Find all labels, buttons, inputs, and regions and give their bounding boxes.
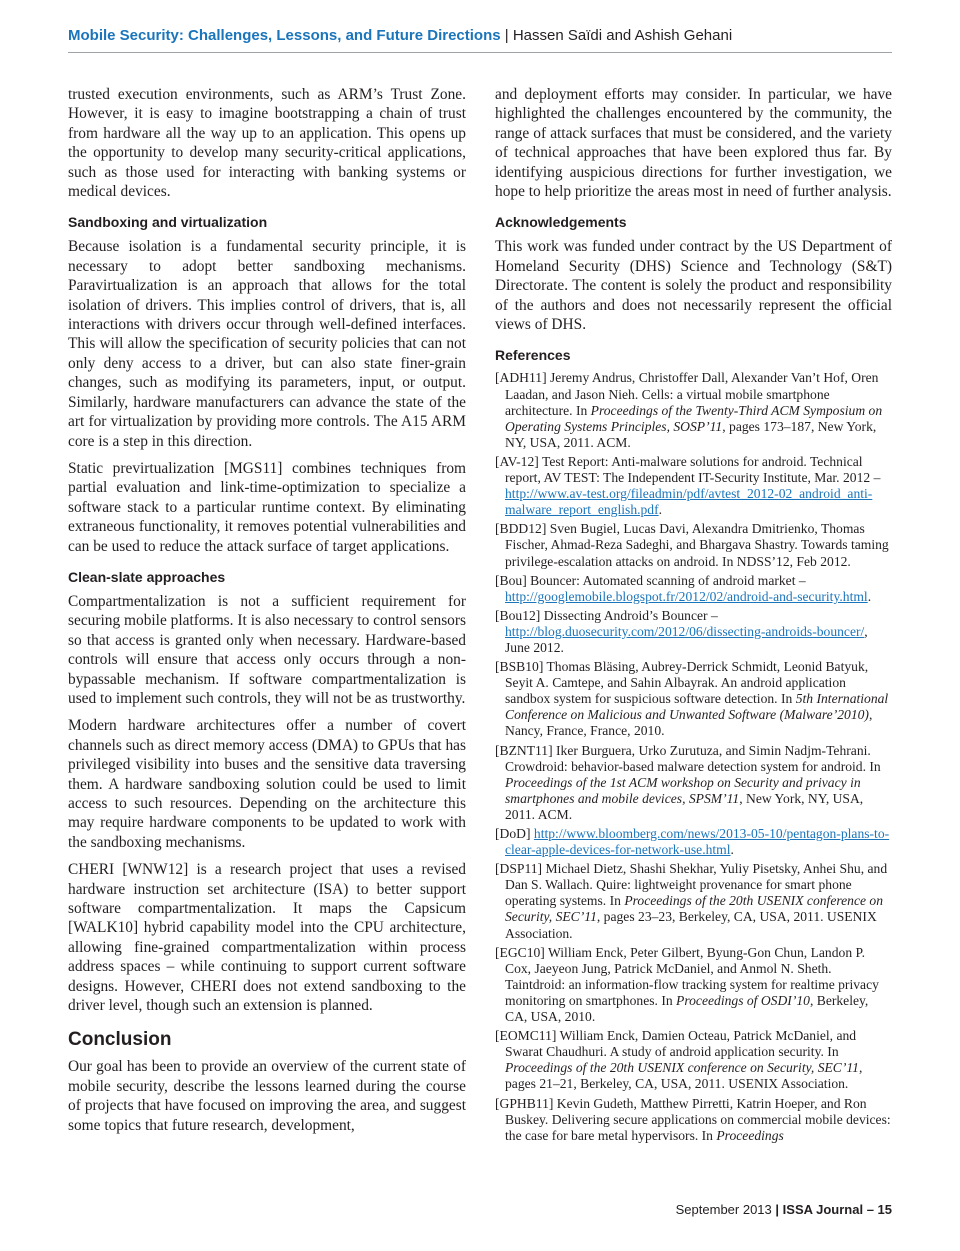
paragraph-conclusion: Our goal has been to provide an overview of the current state of mobile security, describe the lessons learned during the course of projects that have focused on improving the area, and suggest some topics that future research, development, <box>68 1058 466 1134</box>
reference-av12: [AV-12] Test Report: Anti-malware solutions for android. Technical report, AV TEST: The Independent IT-Security Institute, Mar. 2012 – http://www.av-test.org/fileadmin/pdf/avtest_2012-02_android_anti-malware_report_english.pdf. <box>495 453 881 518</box>
reference-link[interactable]: http://googlemobile.blogspot.fr/2012/02/android-and-security.html <box>505 588 868 604</box>
reference-eomc11: [EOMC11] William Enck, Damien Octeau, Patrick McDaniel, and Swarat Chaudhuri. A study of android application security. In Proceedings of the 20th USENIX conference on Security, SEC’11, pages 21–21, Berkeley, CA, USA, 2011. USENIX Association. <box>495 1028 863 1092</box>
reference-bou12: [Bou12] Dissecting Android’s Bouncer – http://blog.duosecurity.com/2012/06/dissecting-androids-bouncer/, June 2012. <box>495 607 868 655</box>
reference-dsp11: [DSP11] Michael Dietz, Shashi Shekhar, Yuliy Pisetsky, Anhei Shu, and Dan S. Wallach. Quire: lightweight provenance for smart phone operating systems. In Proceedings of the 20th USENIX conference on Security, SEC’11, pages 23–23, Berkeley, CA, USA, 2011. USENIX Association. <box>495 861 888 941</box>
paragraph-previrtualization: Static previrtualization [MGS11] combines techniques from partial evaluation and link-time-optimization to specialize a software stack to a particular runtime context. By eliminating extraneous functionality, it removes potential vulnerabilities and can be used to reduce the attack surface of target applications. <box>68 459 466 555</box>
footer-date: September 2013 <box>675 1202 772 1217</box>
reference-gphb11: [GPHB11] Kevin Gudeth, Matthew Pirretti, Katrin Hoeper, and Ron Buskey. Delivering secure applications on commercial mobile devices: the case for bare metal hypervisors. In Proceedings <box>495 1095 891 1143</box>
page-footer <box>676 1202 892 1217</box>
reference-link[interactable]: http://www.av-test.org/fileadmin/pdf/avtest_2012-02_android_anti-malware_report_english.pdf <box>505 486 873 518</box>
paragraph-acknowledgements: This work was funded under contract by the US Department of Homeland Security (DHS) Science and Technology (S&T) Directorate. The content is solely the product and responsibility of the authors and does not necessarily represent the official views of DHS. <box>495 238 892 334</box>
running-header <box>68 27 892 53</box>
heading-acknowledgements: Acknowledgements <box>495 214 627 231</box>
reference-adh11: [ADH11] Jeremy Andrus, Christoffer Dall, Alexander Van’t Hof, Oren Laadan, and Jason Nieh. Cells: a virtual mobile smartphone architecture. In Proceedings of the Twenty-Third ACM Symposium on Operating Systems Principles, SOSP’11, pages 173–187, New York, NY, USA, 2011. ACM. <box>495 370 883 450</box>
heading-conclusion: Conclusion <box>68 1029 172 1051</box>
reference-link[interactable]: http://blog.duosecurity.com/2012/06/dissecting-androids-bouncer/ <box>505 623 865 639</box>
paragraph-trusted-execution: trusted execution environments, such as ARM’s Trust Zone. However, it is easy to imagine bootstrapping a chain of trust from hardware all the way up to an application. This opens up the opportunity to develop many security-critical applications, such as those used for interacting with banking systems or medical devices. <box>68 86 466 201</box>
right-column <box>495 85 892 1147</box>
heading-clean-slate: Clean-slate approaches <box>68 568 226 585</box>
header-separator: | <box>504 27 509 44</box>
paragraph-covert-channels: Modern hardware architectures offer a number of covert channels such as direct memory access (DMA) to GPUs that has privileged visibility into buses and the sensitive data traversing them. A hardware sandboxing solution could be used to limit access to such resources. Depending on the architecture this may require hardware components to be updated to work with the sandboxing mechanisms. <box>68 717 466 851</box>
reference-bsb10: [BSB10] Thomas Bläsing, Aubrey-Derrick Schmidt, Leonid Batyuk, Seyit A. Camtepe, and Sahin Albayrak. An android application sandbox system for suspicious software detection. In 5th International Conference on Malicious and Unwanted Software (Malware’2010), Nancy, France, France, 2010. <box>495 659 889 739</box>
footer-separator: | <box>775 1202 780 1217</box>
header-authors: Hassen Saïdi and Ashish Gehani <box>512 27 733 44</box>
paragraph-isolation: Because isolation is a fundamental security principle, it is necessary to adopt better sandboxing mechanisms. Paravirtualization is an approach that allows for the total isolation of drivers. This implies control of drivers, that is, all interactions with drivers occur through well-defined interfaces. This will allow the specification of security policies that can not only deny access to a driver, but can also state finer-grain changes, such as modifying its parameters, input, or output. Similarly, hardware manufacturers can advance the state of the art for virtualization by providing more controls. The A15 ARM core is a step in this direction. <box>68 238 466 450</box>
heading-references: References <box>495 347 571 364</box>
header-title: Mobile Security: Challenges, Lessons, and Future Directions <box>68 27 501 44</box>
heading-sandboxing: Sandboxing and virtualization <box>68 214 268 231</box>
reference-link[interactable]: http://www.bloomberg.com/news/2013-05-10/pentagon-plans-to-clear-apple-devices-for-network-use.html <box>505 826 890 858</box>
paragraph-compartmentalization: Compartmentalization is not a sufficient requirement for securing mobile platforms. It is also necessary to control sensors so that access is granted only when necessary. Hardware-based controls will ensure that access only occurs through a non-bypassable mechanism. If software compartmentalization is used to implement such controls, they will not be as trustworthy. <box>68 592 466 707</box>
footer-journal-page: ISSA Journal – 15 <box>782 1202 892 1217</box>
reference-list <box>495 370 892 1143</box>
reference-bdd12: [BDD12] Sven Bugiel, Lucas Davi, Alexandra Dmitrienko, Thomas Fischer, Ahmad-Reza Sadeghi, and Bhargava Shastry. Towards taming privilege-escalation attacks on android. In NDSS’12, Feb 2012. <box>495 521 889 569</box>
paragraph-cheri: CHERI [WNW12] is a research project that uses a revised hardware instruction set architecture (ISA) to better support software compartmentalization. It maps the Capsicum [WALK10] hybrid capability model into the CPU architecture, allowing fine-grained compartmentalization within process address spaces – while continuing to support current software designs. However, CHERI does not extend sandboxing to the driver level, though such an extension is planned. <box>68 861 466 1015</box>
reference-egc10: [EGC10] William Enck, Peter Gilbert, Byung-Gon Chun, Landon P. Cox, Jaeyeon Jung, Patrick McDaniel, and Anmol N. Sheth. Taintdroid: an information-flow tracking system for realtime privacy monitoring on smartphones. In Proceedings of OSDI’10, Berkeley, CA, USA, 2010. <box>495 944 879 1025</box>
reference-dod: [DoD] http://www.bloomberg.com/news/2013-05-10/pentagon-plans-to-clear-apple-devices-for-network-use.html. <box>495 826 890 858</box>
reference-bou: [Bou] Bouncer: Automated scanning of android market – http://googlemobile.blogspot.fr/2012/02/android-and-security.html. <box>495 572 872 604</box>
left-column <box>68 85 466 1143</box>
reference-bznt11: [BZNT11] Iker Burguera, Urko Zurutuza, and Simin Nadjm-Tehrani. Crowdroid: behavior-based malware detection system for android. In Proceedings of the 1st ACM workshop on Security and privacy in smartphones and mobile devices, SPSM’11, New York, NY, USA, 2011. ACM. <box>495 742 881 822</box>
paragraph-conclusion-cont: and deployment efforts may consider. In particular, we have highlighted the challenges encountered by the community, the range of attack surfaces that must be considered, and the variety of technical approaches that have been explored thus far. By identifying auspicious directions for further investigation, we hope to help prioritize the areas most in need of further analysis. <box>495 86 892 201</box>
